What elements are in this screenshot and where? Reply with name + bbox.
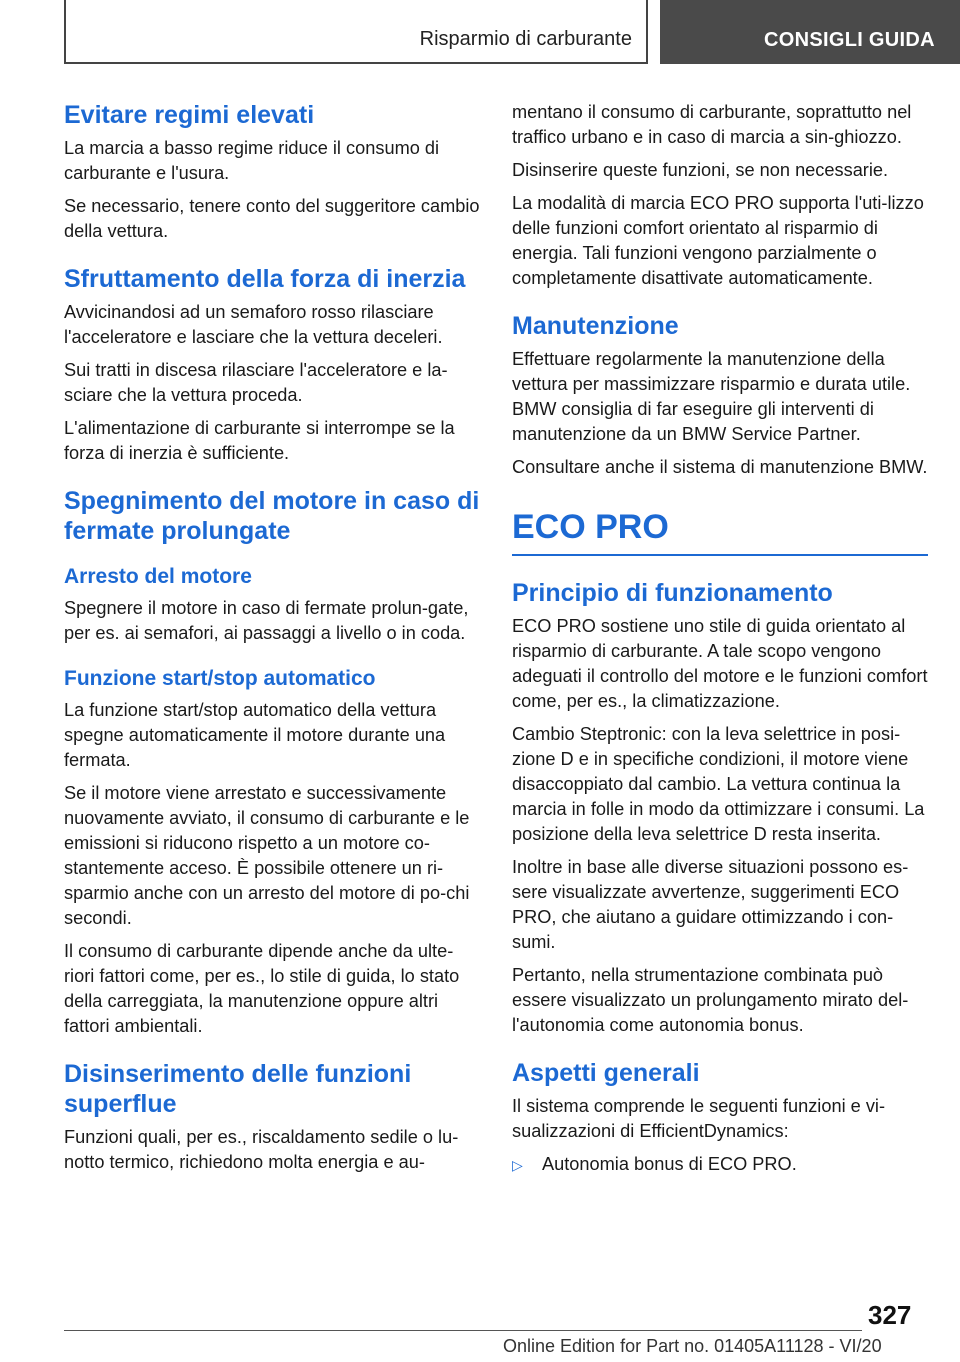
header-section-title: Risparmio di carburante — [419, 28, 632, 50]
paragraph: Sui tratti in discesa rilasciare l'acceleratore e la-sciare che la vettura proceda. — [64, 360, 448, 405]
paragraph: Disinserire queste funzioni, se non necessarie. — [512, 160, 889, 180]
paragraph: Se il motore viene arrestato e successivamente nuovamente avviato, il consumo di carburante e le emissioni si riducono rispetto a un motore co-stantemente acceso. È possibile ottenere un ri-sparmio anche con un arresto del motore di po-chi secondi. — [64, 783, 470, 928]
paragraph: Consultare anche il sistema di manutenzione BMW. — [512, 457, 928, 477]
paragraph: La funzione start/stop automatico della vettura spegne automaticamente il motore durante una fermata. — [64, 700, 446, 770]
paragraph: Inoltre in base alle diverse situazioni possono es-sere visualizzate avvertenze, suggerimenti ECO PRO, che aiutano a guidare ottimizzando i con-sumi. — [512, 857, 909, 952]
chapter-title-eco-pro: ECO PRO — [512, 508, 669, 546]
list-item — [512, 1152, 928, 1178]
paragraph: Effettuare regolarmente la manutenzione della vettura per massimizzare risparmio e durata utile. BMW consiglia di far eseguire gli interventi di manutenzione da un BMW Service Partner. — [512, 349, 911, 444]
header-section-box — [64, 0, 648, 64]
paragraph: Cambio Steptronic: con la leva selettrice in posi-zione D e in specifiche condizioni, il motore viene disaccoppiato dal cambio. La vettura continua la marcia in folle in modo da ottimizzare i consumi. La posizione della leva selettrice D resta inserita. — [512, 724, 925, 844]
paragraph: Pertanto, nella strumentazione combinata può essere visualizzato un prolungamento mirato del-l'autonomia come autonomia bonus. — [512, 965, 909, 1035]
paragraph: La modalità di marcia ECO PRO supporta l'uti-lizzo delle funzioni comfort orientato al risparmio di energia. Tali funzioni vengono parzialmente o completamente disattivate automaticamente. — [512, 193, 924, 288]
heading-spegnimento-motore: Spegnimento del motore in caso di fermate prolungate — [64, 487, 480, 545]
paragraph: mentano il consumo di carburante, soprattutto nel traffico urbano e in caso di marcia a sin-ghiozzo. — [512, 102, 912, 147]
list-item-text: Autonomia bonus di ECO PRO. — [542, 1154, 797, 1174]
heading-aspetti-generali: Aspetti generali — [512, 1059, 700, 1087]
chapter-divider — [512, 554, 928, 556]
paragraph: Il consumo di carburante dipende anche da ulte-riori fattori come, per es., lo stile di guida, lo stato della carreggiata, la manutenzione oppure altri fattori ambientali. — [64, 941, 460, 1036]
heading-evitare-regimi: Evitare regimi elevati — [64, 101, 315, 129]
heading-manutenzione: Manutenzione — [512, 312, 679, 340]
header-chapter-title: CONSIGLI GUIDA — [764, 29, 935, 51]
subheading-start-stop: Funzione start/stop automatico — [64, 667, 376, 690]
paragraph: Il sistema comprende le seguenti funzioni e vi-sualizzazioni di EfficientDynamics: — [512, 1096, 886, 1141]
paragraph: ECO PRO sostiene uno stile di guida orientato al risparmio di carburante. A tale scopo vengono adeguati il controllo del motore e le funzioni comfort come, per es., la climatizzazione. — [512, 616, 928, 711]
paragraph: La marcia a basso regime riduce il consumo di carburante e l'usura. — [64, 138, 440, 183]
footer-divider — [64, 1330, 862, 1331]
paragraph: Se necessario, tenere conto del suggeritore cambio della vettura. — [64, 196, 480, 241]
heading-principio: Principio di funzionamento — [512, 579, 833, 607]
paragraph: Funzioni quali, per es., riscaldamento sedile o lu-notto termico, richiedono molta energia e au- — [64, 1127, 459, 1172]
left-column — [64, 100, 480, 1183]
page-number: 327 — [868, 1300, 912, 1330]
right-column — [512, 100, 928, 1178]
heading-forza-inerzia: Sfruttamento della forza di inerzia — [64, 265, 466, 293]
paragraph: Spegnere il motore in caso di fermate prolun-gate, per es. ai semafori, ai passaggi a livello o in coda. — [64, 598, 469, 643]
triangle-bullet-icon: ▷ — [512, 1157, 523, 1173]
paragraph: Avvicinandosi ad un semaforo rosso rilasciare l'acceleratore e lasciare che la vettura deceleri. — [64, 302, 443, 347]
footer-edition: Online Edition for Part no. 01405A11128 - VI/20 — [503, 1336, 882, 1356]
header-chapter-tab — [660, 0, 960, 64]
heading-disinserimento: Disinserimento delle funzioni superflue — [64, 1060, 412, 1118]
subheading-arresto-motore: Arresto del motore — [64, 565, 252, 588]
paragraph: L'alimentazione di carburante si interrompe se la forza di inerzia è sufficiente. — [64, 418, 455, 463]
